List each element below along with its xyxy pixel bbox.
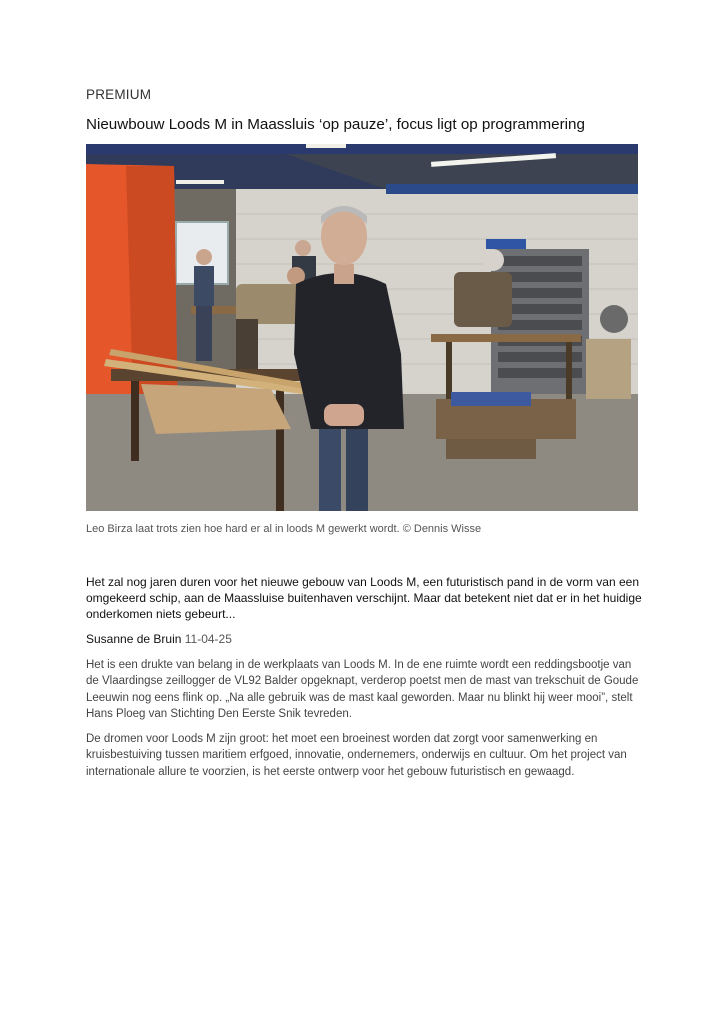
premium-label: PREMIUM bbox=[86, 87, 152, 102]
body-paragraph: De dromen voor Loods M zijn groot: het moet een broeinest worden dat zorgt voor samenwerking en kruisbestuiving tussen maritiem erfgoed, innovatie, ondernemers, onderwijs en cultuur. Om het project van internationale allure te voorzien, is het eerste ontwerp voor het gebouw futuristisch en gewaagd. bbox=[86, 733, 627, 778]
workshop-photo-illustration bbox=[86, 144, 638, 511]
body-paragraph: Het is een drukte van belang in de werkplaats van Loods M. In de ene ruimte wordt een reddingsbootje van de Vlaardingse zeillogger de VL92 Balder opgeknapt, verderop poetst men de mast van trekschuit de Goude Leeuwin nog eens flink op. „Na alle gebruik was de mast kaal geworden. Maar nu blinkt hij weer mooi”, stelt Hans Ploeg van Stichting Den Eerste Snik tevreden. bbox=[86, 659, 639, 721]
article-headline[interactable]: Nieuwbouw Loods M in Maassluis ‘op pauze’, focus ligt op programmering bbox=[86, 116, 585, 133]
publish-date: 11-04-25 bbox=[184, 632, 232, 646]
photo-caption: Leo Birza laat trots zien hoe hard er al in loods M gewerkt wordt. © Dennis Wisse bbox=[86, 523, 482, 535]
article-photo bbox=[86, 144, 638, 511]
byline bbox=[86, 632, 232, 646]
article-lead: Het zal nog jaren duren voor het nieuwe gebouw van Loods M, een futuristisch pand in de vorm van een omgekeerd schip, aan de Maassluise buitenhaven verschijnt. Maar dat betekent niet dat er in het huidige onderkomen niets gebeurt... bbox=[86, 575, 642, 621]
author-name[interactable]: Susanne de Bruin bbox=[86, 632, 182, 646]
